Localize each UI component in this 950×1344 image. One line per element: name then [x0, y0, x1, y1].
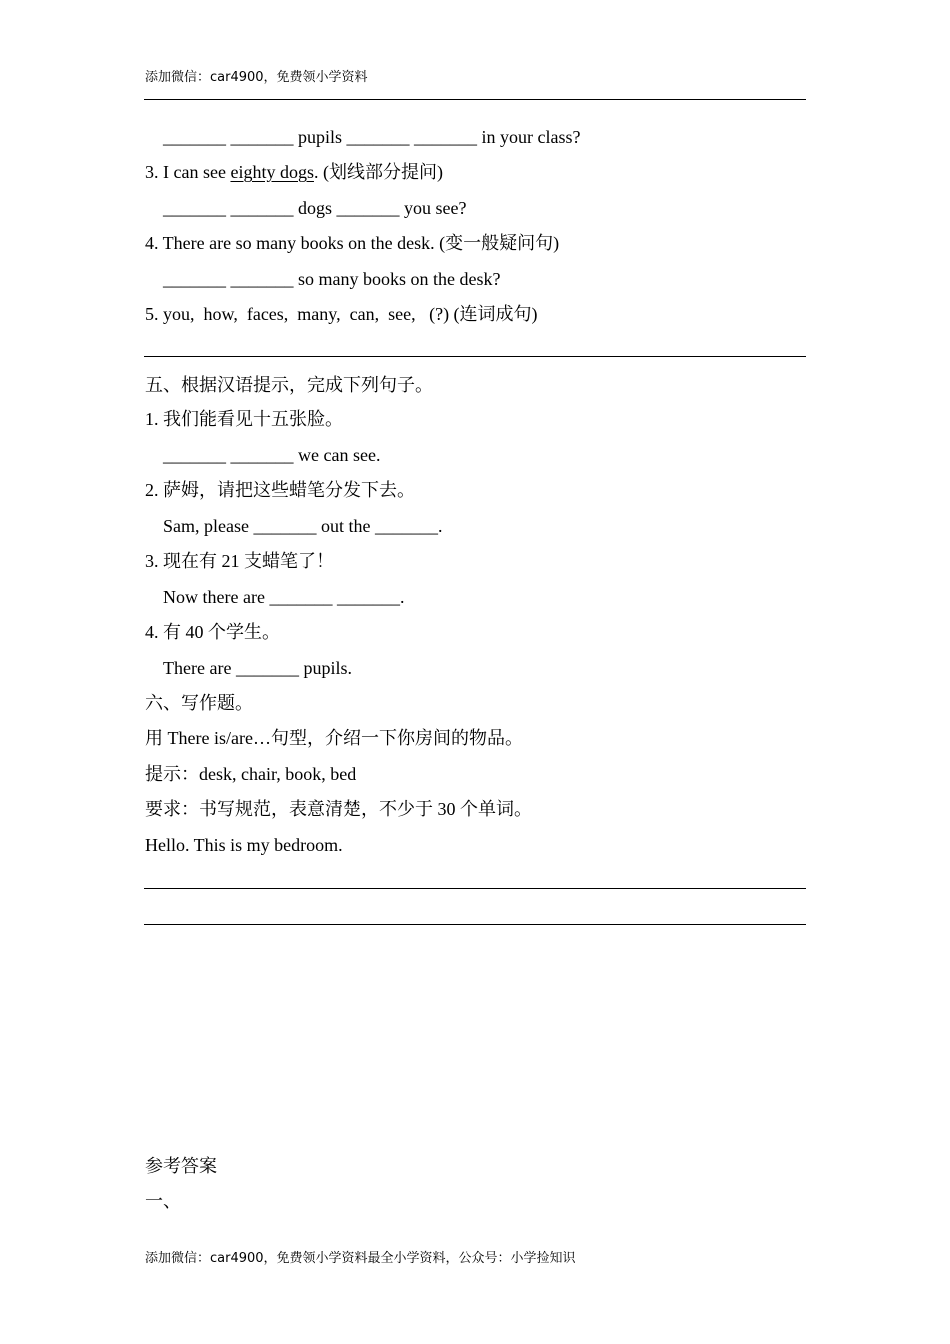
- s5-q1-question: 1. 我们能看见十五张脸。: [145, 409, 343, 429]
- s4-q3-underlined-phrase: eighty dogs: [230, 162, 314, 182]
- s4-q3-blank-line: _______ _______ dogs _______ you see?: [163, 198, 467, 218]
- s5-q4-question: 4. 有 40 个学生。: [145, 622, 280, 642]
- answers-part1-label: 一、: [145, 1191, 181, 1211]
- s4-q3-line: [145, 160, 443, 184]
- s5-q1-blank-line: _______ _______ we can see.: [163, 445, 381, 465]
- s4-q4-question: 4. There are so many books on the desk. (变一般疑问句): [145, 233, 560, 253]
- s6-opening-sentence: Hello. This is my bedroom.: [145, 835, 343, 855]
- s5-q3-blank-line: Now there are _______ _______.: [163, 587, 405, 607]
- s5-q2-blank-line: Sam, please _______ out the _______.: [163, 516, 443, 536]
- s5-q2-question: 2. 萨姆，请把这些蜡笔分发下去。: [145, 480, 415, 500]
- s4-q5-question: 5. you, how, faces, many, can, see, (?) (连词成句): [145, 304, 538, 324]
- s5-q4-blank-line: There are _______ pupils.: [163, 658, 352, 678]
- section6-title: 六、写作题。: [145, 693, 253, 713]
- s4-q4-blank-line: _______ _______ so many books on the desk?: [163, 269, 501, 289]
- header-divider: [144, 99, 806, 100]
- s5-q3-question: 3. 现在有 21 支蜡笔了！: [145, 551, 334, 571]
- section5-title: 五、根据汉语提示，完成下列句子。: [145, 375, 433, 395]
- s6-instruction: 用 There is/are…句型，介绍一下你房间的物品。: [145, 728, 523, 748]
- writing-answer-line-1: [144, 888, 806, 889]
- answers-title: 参考答案: [145, 1156, 217, 1176]
- s4-q3-suffix: . (划线部分提问): [313, 162, 443, 182]
- s4-q3-prefix: 3. I can see: [145, 162, 231, 182]
- s6-requirement: 要求：书写规范，表意清楚，不少于 30 个单词。: [145, 799, 532, 819]
- s6-hint: 提示：desk, chair, book, bed: [145, 764, 357, 784]
- page-header-text: 添加微信：car4900，免费领小学资料: [145, 70, 368, 85]
- writing-answer-line-2: [144, 924, 806, 925]
- s4-q2-blank-line: _______ _______ pupils _______ _______ in your class?: [163, 127, 581, 147]
- s4-q5-answer-line: [144, 356, 806, 357]
- page-footer-text: 添加微信：car4900，免费领小学资料最全小学资料，公众号：小学捡知识: [145, 1251, 576, 1266]
